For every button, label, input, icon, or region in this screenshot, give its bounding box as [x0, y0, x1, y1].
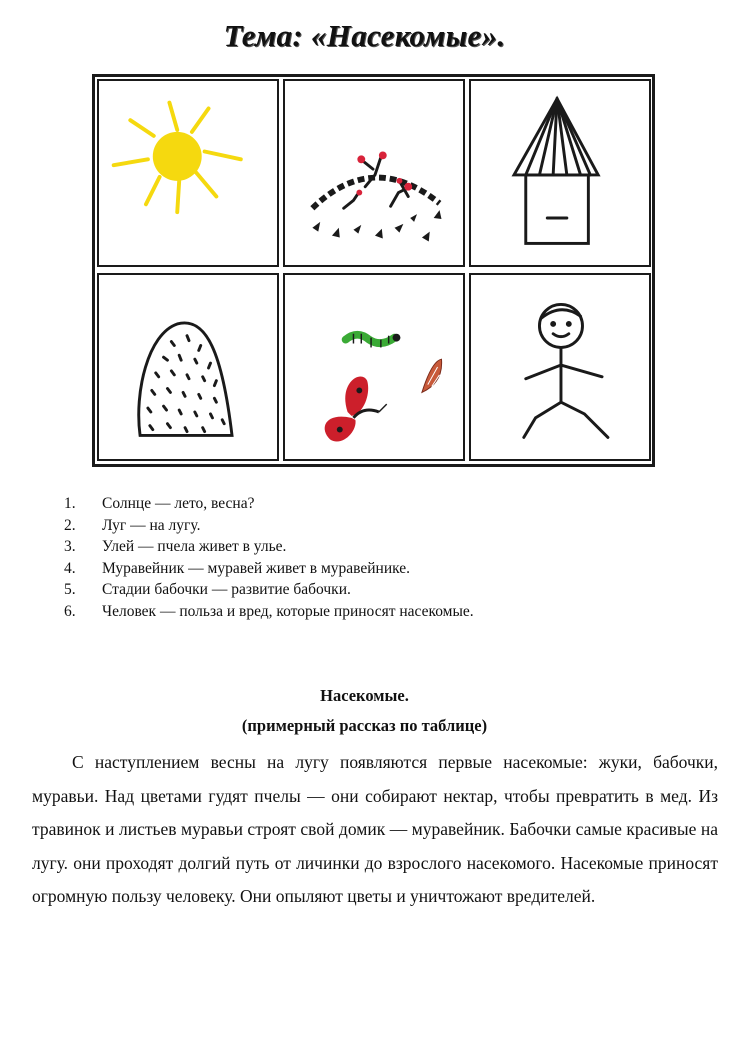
- meadow-flowers-icon: [285, 81, 463, 265]
- anthill-icon: [99, 275, 277, 459]
- list-item: 2. Луг — на лугу.: [64, 516, 201, 534]
- cocoon-icon: [422, 359, 442, 392]
- story-subheading: (примерный рассказ по таблице): [241, 716, 488, 735]
- list-item: 3. Улей — пчела живет в улье.: [64, 538, 287, 555]
- story-heading: Насекомые.: [320, 686, 409, 705]
- page-title: Тема: «Насекомые».: [223, 18, 506, 53]
- cell-anthill: [97, 273, 279, 461]
- stick-person-icon: [471, 275, 649, 459]
- picture-table: [92, 74, 655, 467]
- caterpillar-icon: [346, 334, 401, 348]
- butterfly-icon: [325, 377, 387, 442]
- list-item: 6. Человек — польза и вред, которые приносят насекомые.: [64, 602, 474, 620]
- cell-hive: [469, 79, 651, 267]
- list-item: 4. Муравейник — муравей живет в муравейнике.: [64, 559, 411, 577]
- beehive-icon: [471, 81, 649, 265]
- theme-list: [62, 493, 474, 622]
- butterfly-stages-icon: [285, 275, 463, 459]
- list-item: 1. Солнце — лето, весна?: [64, 495, 255, 512]
- cell-sun: [97, 79, 279, 267]
- cell-person: [469, 273, 651, 461]
- sun-icon: [99, 81, 277, 265]
- list-item: 5. Стадии бабочки — развитие бабочки.: [64, 581, 351, 598]
- cell-butterfly-stages: [283, 273, 465, 461]
- cell-meadow: [283, 79, 465, 267]
- story-text: С наступлением весны на лугу появляются первые насекомые: жуки, бабочки, муравьи. Над цветами гудят пчелы — они собирают нектар, чтобы превратить в мед. Из травинок и листьев муравьи строят свой домик — муравейник. Бабочки самые красивые на лугу. они проходят долгий путь от личинки до взрослого насекомого. Насекомые приносят огромную пользу человеку. Они опыляют цветы и уничтожают вредителей.: [32, 752, 718, 906]
